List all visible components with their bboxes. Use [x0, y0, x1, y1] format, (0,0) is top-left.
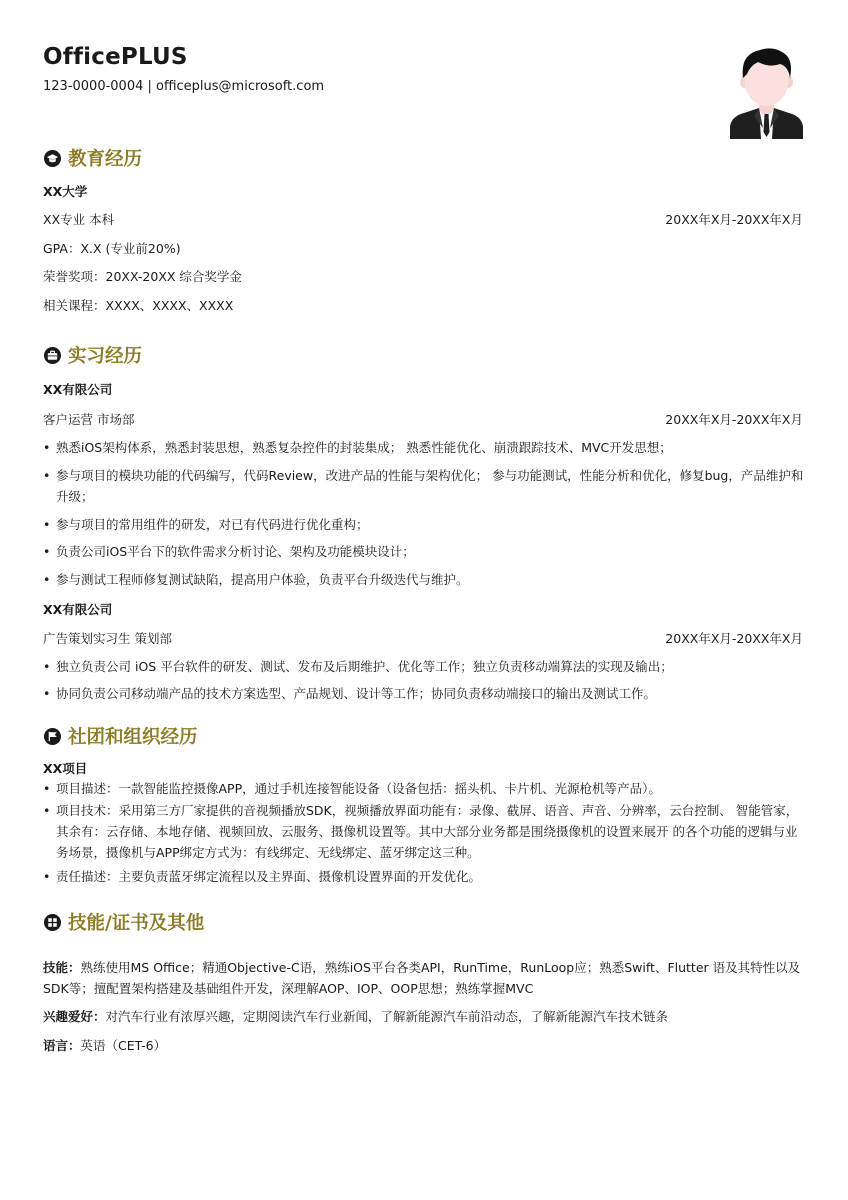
job-role: 广告策划实习生 策划部 — [43, 631, 172, 646]
graduation-cap-icon — [44, 150, 61, 167]
skill-key: 技能： — [43, 960, 81, 975]
list-item: • 项目描述：一款智能监控摄像APP，通过手机连接智能设备（设备包括：摇头机、卡片机、光源枪机等产品）。 — [43, 778, 805, 799]
hobby-key: 兴趣爱好： — [43, 1009, 106, 1024]
list-item: • 负责公司iOS平台下的软件需求分析讨论、架构及功能模块设计； — [43, 541, 805, 562]
gpa: GPA：X.X (专业前20%) — [43, 241, 181, 256]
list-item: • 参与项目的模块功能的代码编写，代码Review，改进产品的性能与架构优化； 参与功能测试，性能分析和优化，修复bug，产品维护和升级； — [43, 465, 805, 507]
section-education-title — [44, 145, 142, 171]
courses: 相关课程：XXXX、XXXX、XXXX — [43, 298, 234, 313]
school-name: XX大学 — [43, 184, 88, 199]
contact-info: 123-0000-0004 | officeplus@microsoft.com — [43, 79, 325, 94]
skill-value: 熟练使用MS Office；精通Objective-C语，熟练iOS平台各类API，RunTime，RunLoop应；熟悉Swift、Flutter 语及其特性以及SDK等；擅配置架构搭建及基础组件开发，深理解AOP、IOP、OOP思想；熟练掌握MVC — [43, 960, 801, 996]
honors: 荣誉奖项：20XX-20XX 综合奖学金 — [43, 269, 242, 284]
briefcase-icon — [44, 347, 61, 364]
section-skills-title — [44, 909, 204, 935]
section-label: 实习经历 — [68, 346, 143, 367]
grid-icon — [44, 914, 61, 931]
language-value: 英语（CET-6） — [80, 1038, 167, 1053]
avatar — [730, 44, 803, 139]
list-item: • 协同负责公司移动端产品的技术方案选型、产品规划、设计等工作；协同负责移动端接口的输出及测试工作。 — [43, 683, 805, 704]
major: XX专业 本科 — [43, 212, 115, 227]
job-role: 客户运营 市场部 — [43, 412, 135, 427]
job-date: 20XX年X月-20XX年X月 — [665, 631, 803, 646]
list-item: • 参与项目的常用组件的研发，对已有代码进行优化重构； — [43, 514, 805, 535]
hobby-row — [43, 1006, 805, 1027]
section-label: 教育经历 — [68, 149, 143, 170]
flag-icon — [44, 728, 61, 745]
list-item: • 责任描述：主要负责蓝牙绑定流程以及主界面、摄像机设置界面的开发优化。 — [43, 866, 805, 887]
section-internship-title — [44, 342, 142, 368]
job-date: 20XX年X月-20XX年X月 — [665, 412, 803, 427]
list-item: • 参与测试工程师修复测试缺陷，提高用户体验，负责平台升级迭代与维护。 — [43, 569, 805, 590]
section-club-title — [44, 723, 198, 749]
candidate-name: OfficePLUS — [43, 44, 188, 70]
skill-row — [43, 957, 805, 999]
company-name: XX有限公司 — [43, 602, 113, 617]
project-name: XX项目 — [43, 761, 88, 776]
language-row — [43, 1035, 805, 1056]
company-name: XX有限公司 — [43, 382, 113, 397]
education-date: 20XX年X月-20XX年X月 — [665, 212, 803, 227]
list-item: • 独立负责公司 iOS 平台软件的研发、测试、发布及后期维护、优化等工作；独立负责移动端算法的实现及输出； — [43, 656, 805, 677]
section-label: 社团和组织经历 — [68, 727, 198, 748]
hobby-value: 对汽车行业有浓厚兴趣，定期阅读汽车行业新闻，了解新能源汽车前沿动态，了解新能源汽车技术链条 — [105, 1009, 669, 1024]
list-item: • 项目技术：采用第三方厂家提供的音视频播放SDK，视频播放界面功能有：录像、截屏、语音、声音、分辨率，云台控制、 智能管家，其余有：云存储、本地存储、视频回放、云服务、摄像机设置等。其中大部分业务都是围绕摄像机的设置来展开 的各个功能的逻辑与业务场景，摄像机与APP绑定方式为：有线绑定、无线绑定、蓝牙绑定这三种。 — [43, 800, 805, 863]
language-key: 语言： — [43, 1038, 81, 1053]
list-item: • 熟悉iOS架构体系，熟悉封装思想，熟悉复杂控件的封装集成； 熟悉性能优化、崩溃跟踪技术、MVC开发思想； — [43, 437, 805, 458]
section-label: 技能/证书及其他 — [68, 913, 205, 934]
